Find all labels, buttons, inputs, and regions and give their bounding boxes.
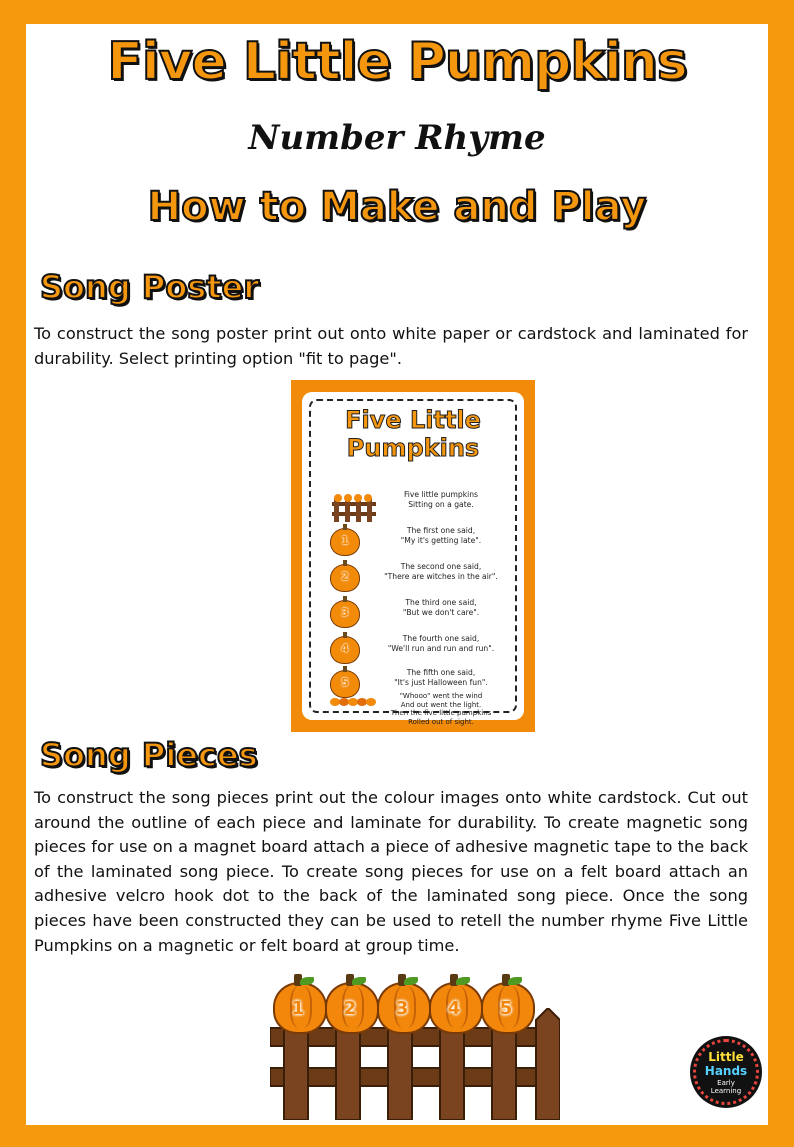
how-to-title: How to Make and Play [147,184,647,230]
pumpkin-piece: 1 [273,974,323,1030]
poster-verse: 5 The fifth one said, "It's just Halloween fun". [322,666,518,702]
song-pieces-heading: Song Pieces [40,736,258,774]
leaves-icon [330,696,376,708]
pumpkin-icon: 3 [330,600,360,628]
song-poster-paragraph: To construct the song poster print out onto white paper or cardstock and laminated for durability. Select printing option "fit to page". [34,324,748,368]
poster-verse: Five little pumpkins Sitting on a gate. [403,490,478,509]
poster-verse: 1 The first one said, "My it's getting late". [322,524,518,560]
song-poster-heading: Song Poster [40,268,260,306]
poster-last-verse: "Whooo" went the wind And out went the light. Then the five little pumpkins Rolled out of sight. [390,692,492,726]
pumpkin-piece: 5 [481,974,531,1030]
poster-verse: 4 The fourth one said, "We'll run and run and run". [322,632,518,668]
poster-verse: 3 The third one said, "But we don't care". [322,596,518,632]
pumpkin-icon: 2 [330,564,360,592]
main-title: Five Little Pumpkins [107,32,687,92]
little-hands-logo: Little Hands Early Learning [690,1036,762,1108]
pumpkin-piece: 3 [377,974,427,1030]
song-poster-image [291,380,535,732]
pumpkin-icon: 1 [330,528,360,556]
poster-title: Five Little Pumpkins [345,406,481,462]
pumpkin-icon: 5 [330,670,360,698]
pumpkin-icon: 4 [330,636,360,664]
poster-verse: 2 The second one said, "There are witches in the air". [322,560,518,596]
document-page [26,24,768,1125]
pumpkin-piece: 2 [325,974,375,1030]
subtitle: Number Rhyme [248,118,546,158]
song-pieces-paragraph: To construct the song pieces print out the colour images onto white cardstock. Cut out around the outline of each piece and laminate for durability. To create magnetic song pieces for use on a magnet board attach a piece of adhesive magnetic tape to the back of the laminated song piece. To create song pieces for use on a felt board attach an adhesive velcro hook dot to the back of the laminated song piece. Once the song pieces have been constructed they can be used to retell the number rhyme Five Little Pumpkins on a magnetic or felt board at group time. [34,788,748,955]
song-pieces-pumpkins [273,960,553,1050]
pumpkin-piece: 4 [429,974,479,1030]
